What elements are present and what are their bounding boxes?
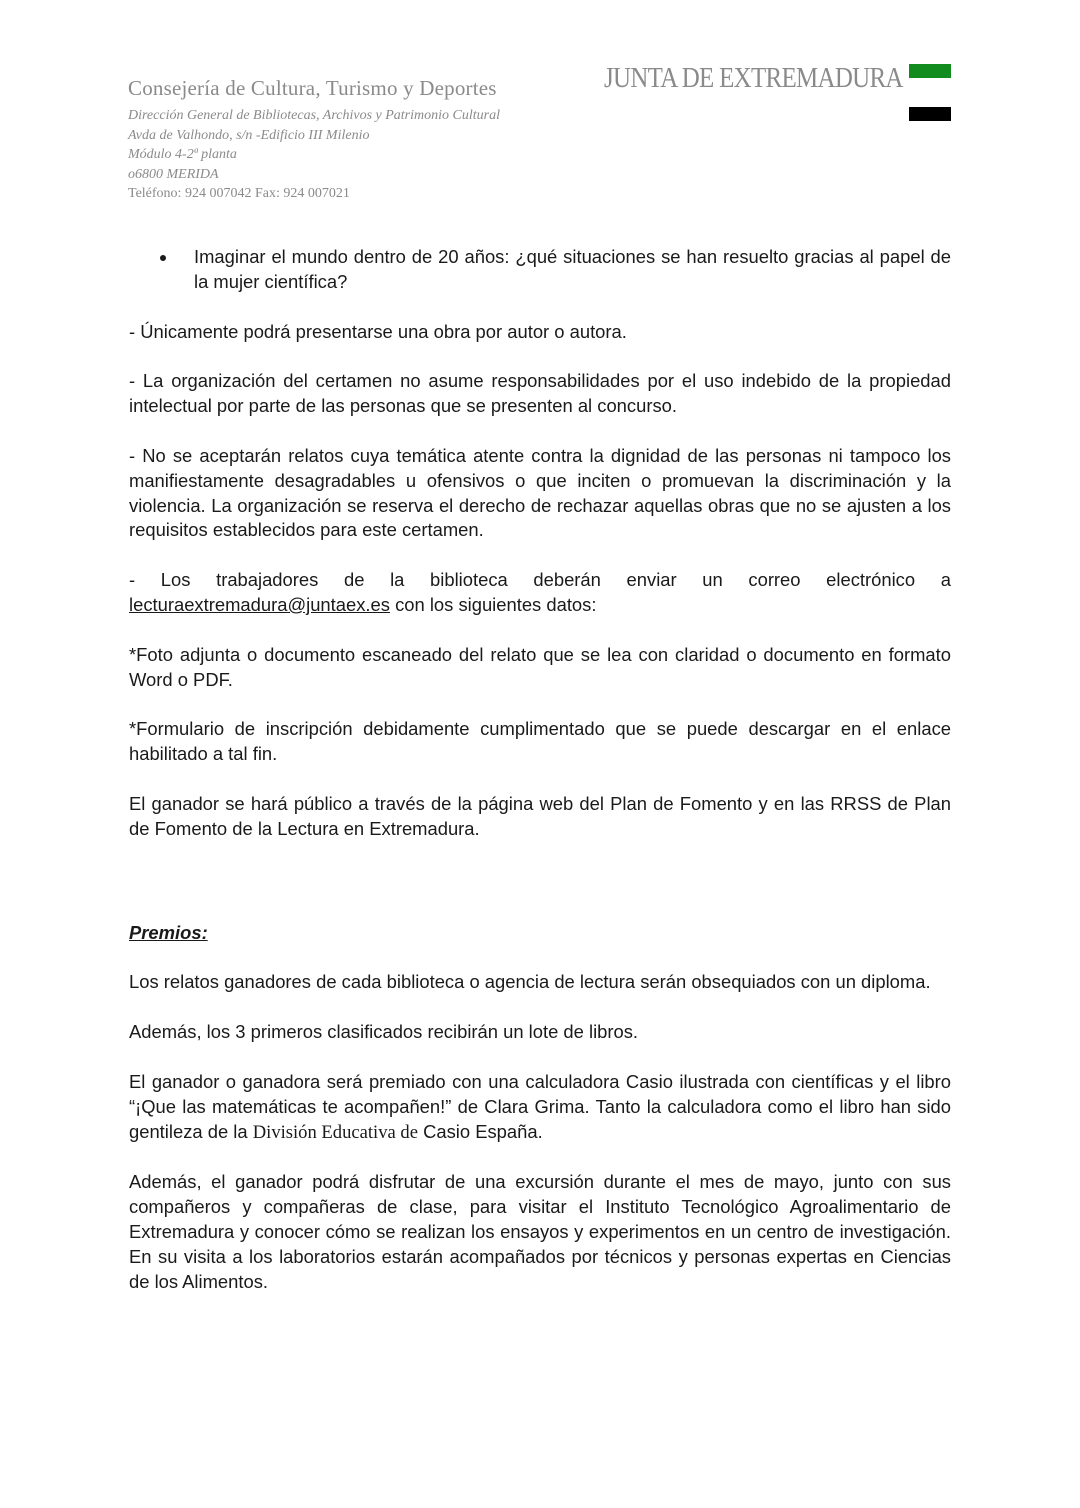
phone-fax-line: Teléfono: 924 007042 Fax: 924 007021 xyxy=(128,186,350,201)
organization-logo-text: JUNTA DE EXTREMADURA xyxy=(604,62,903,94)
prize-diploma: Los relatos ganadores de cada biblioteca o agencia de lectura serán obsequiados con un diploma. xyxy=(129,971,931,993)
prizes-heading: Premios: xyxy=(129,921,208,943)
prize-calculator xyxy=(129,1070,951,1145)
flag-green-stripe-icon xyxy=(909,64,951,78)
sponsor-company: Casio España. xyxy=(417,1120,543,1142)
rule-one-work: - Únicamente podrá presentarse una obra por autor o autora. xyxy=(129,320,627,342)
flag-black-stripe-icon xyxy=(909,107,951,121)
rule-content-restrictions: - No se aceptarán relatos cuya temática atente contra la dignidad de las personas ni tampoco los manifiestamente desagradables u ofensivos o que inciten o promuevan la discriminación y la violencia. La organización se reserva el derecho de rechazar aquellas obras que no se ajusten a los requisitos establecidos para este certamen. xyxy=(129,444,951,541)
prize-excursion: Además, el ganador podrá disfrutar de una excursión durante el mes de mayo, junto con sus compañeros y compañeras de clase, para visitar el Instituto Tecnológico Agroalimentario de Extremadura y conocer cómo se realizan los ensayos y experimentos en un centro de investigación. En su visita a los laboratorios estarán acompañados por técnicos y personas expertas en Ciencias de los Alimentos. xyxy=(129,1171,951,1292)
winner-announcement: El ganador se hará público a través de la página web del Plan de Fomento y en las RRSS de Plan de Fomento de la Lectura en Extremadura. xyxy=(129,792,951,839)
requirement-form: *Formulario de inscripción debidamente cumplimentado que se puede descargar en el enlace habilitado a tal fin. xyxy=(129,718,951,765)
prize-calculator-text: El ganador o ganadora será premiado con una calculadora Casio ilustrada con científicas y el libro “¡Que las matemáticas te acompañen!” de Clara Grima. Tanto la calculadora como el libro han sido gentileza de la xyxy=(129,1070,951,1142)
directorate-line: Dirección General de Bibliotecas, Archivos y Patrimonio Cultural xyxy=(128,108,500,123)
bullet-text: Imaginar el mundo dentro de 20 años: ¿qué situaciones se han resuelto gracias al papel de la mujer científica? xyxy=(194,246,951,292)
document-body xyxy=(129,245,951,1319)
prize-books: Además, los 3 primeros clasificados recibirán un lote de libros. xyxy=(129,1021,639,1043)
list-item xyxy=(129,245,951,295)
department-name: Consejería de Cultura, Turismo y Deportes xyxy=(128,76,497,100)
letterhead-address xyxy=(128,76,500,204)
requirement-photo: *Foto adjunta o documento escaneado del relato que se lea con claridad o documento en formato Word o PDF. xyxy=(129,643,951,690)
email-link[interactable]: lecturaextremadura@juntaex.es xyxy=(129,593,390,615)
email-intro-text: - Los trabajadores de la biblioteca deberán enviar un correo electrónico a xyxy=(129,569,951,591)
address-floor-line: Módulo 4-2ª planta xyxy=(128,147,237,162)
rule-email-submission xyxy=(129,568,951,618)
rule-intellectual-property: - La organización del certamen no asume responsabilidades por el uso indebido de la propiedad intelectual por parte de las personas que se presenten al concurso. xyxy=(129,370,951,417)
bullet-icon xyxy=(160,255,166,261)
address-line: Avda de Valhondo, s/n -Edificio III Milenio xyxy=(128,127,370,143)
sponsor-division: División Educativa de xyxy=(252,1121,418,1143)
bullet-list xyxy=(129,245,951,295)
email-outro-text: con los siguientes datos: xyxy=(389,593,597,615)
postal-city-line: o6800 MERIDA xyxy=(128,166,219,182)
